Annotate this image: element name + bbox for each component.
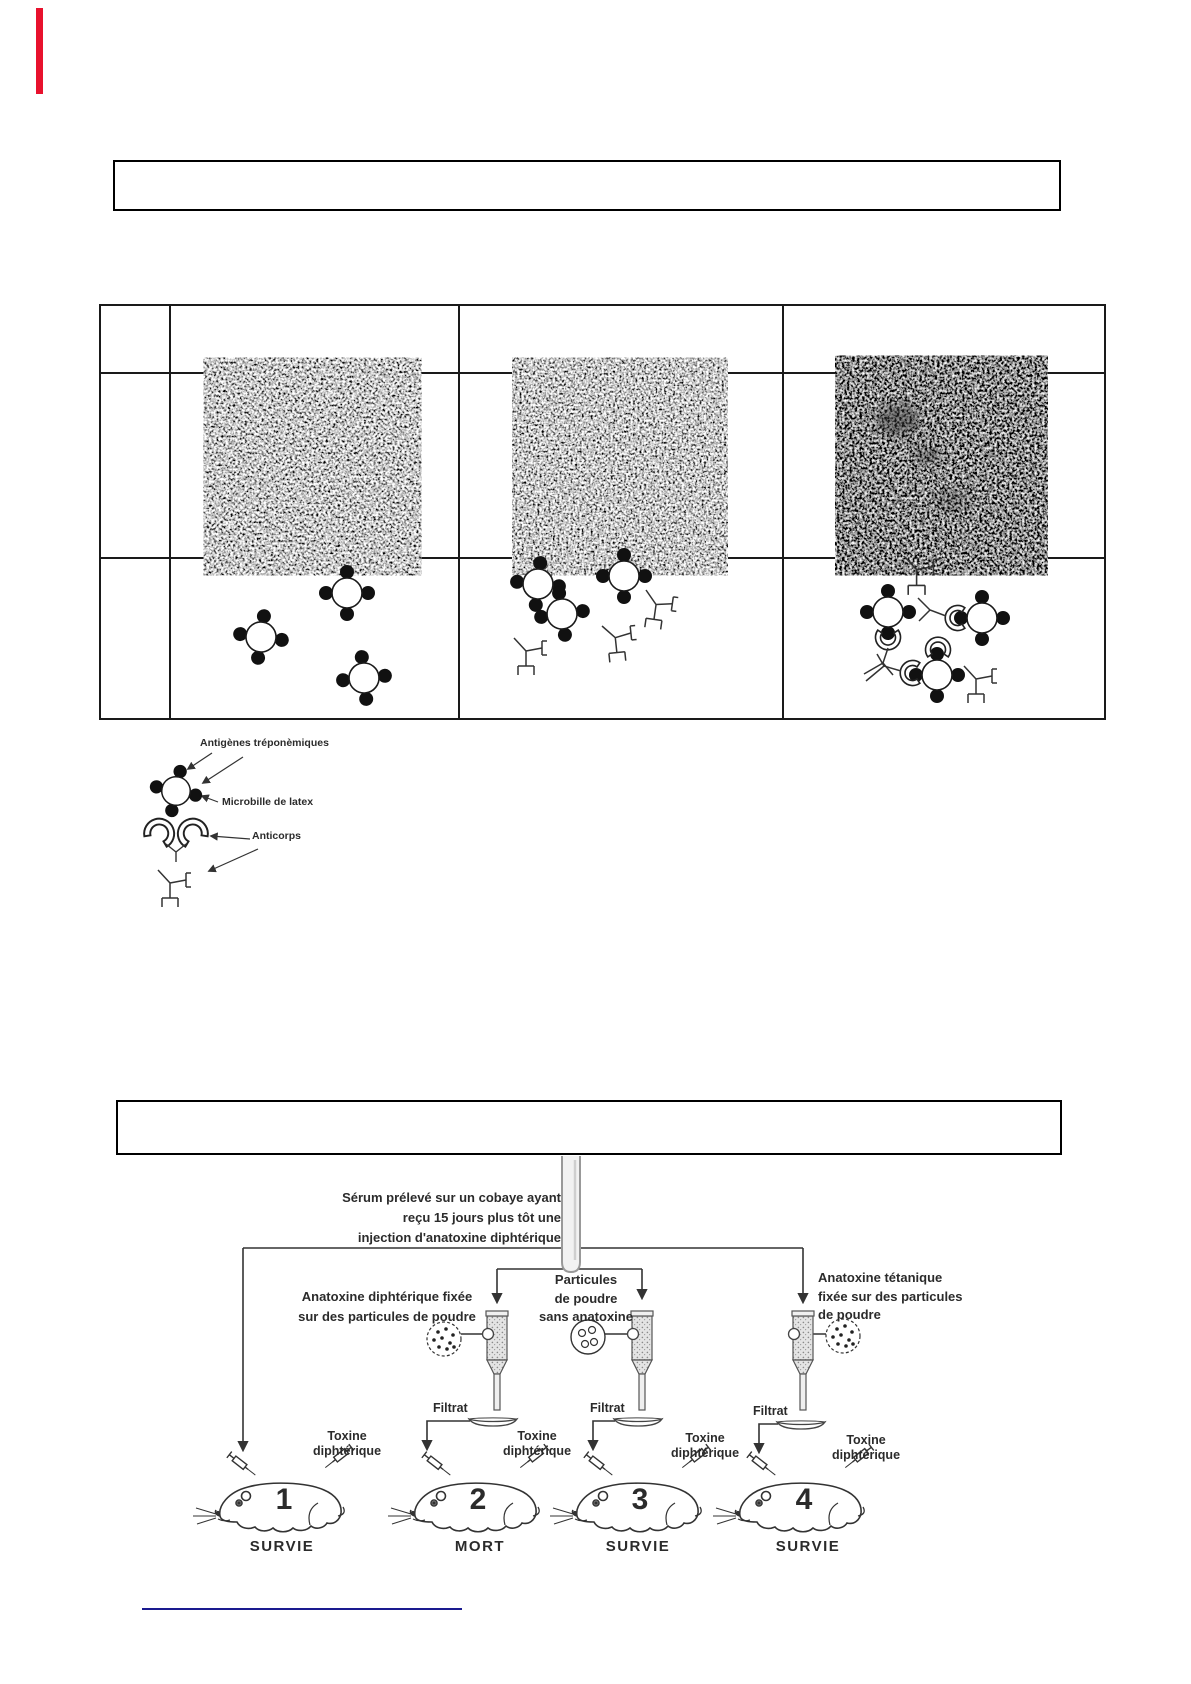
toxin-label-3-line2: diphtérique (670, 1446, 740, 1460)
serum-caption-line1: Sérum prélevé sur un cobaye ayant (342, 1190, 561, 1205)
legend-artwork (142, 753, 258, 907)
label-anatoxin-tetanus-line2: fixée sur des particules (818, 1288, 963, 1304)
footnote-link-underline[interactable] (142, 1608, 462, 1610)
legend-microbead-label: Microbille de latex (222, 796, 314, 808)
serum-caption-line2: reçu 15 jours plus tôt une (402, 1210, 561, 1225)
diagram-agglutination (860, 556, 1010, 703)
toxin-label-2 (494, 1429, 580, 1459)
label-particles-line1: Particules (554, 1272, 618, 1287)
toxin-label-1 (304, 1429, 390, 1459)
toxin-label-4-line2: diphtérique (831, 1448, 901, 1462)
toxin-label-3-line1: Toxine (685, 1431, 725, 1445)
outcome-label-2: MORT (454, 1538, 506, 1555)
guinea-pig-3-number: 3 (631, 1483, 649, 1516)
filtrate-dish-2 (614, 1418, 662, 1426)
label-particles-no-anatoxin (528, 1271, 644, 1327)
label-anatoxin-tetanus-line3: de poudre (818, 1307, 881, 1322)
particles-with-anatoxin-diphtheria (427, 1322, 461, 1356)
legend-antibody-label: Anticorps (252, 830, 302, 842)
toxin-label-3 (662, 1431, 748, 1461)
label-particles-line3: sans anatoxine (539, 1309, 633, 1324)
filtration-column-1 (483, 1311, 509, 1410)
micrograph-image-3 (853, 374, 1030, 557)
filtrate-label-1: Filtrat (433, 1401, 468, 1415)
micrograph-image-2 (530, 376, 710, 557)
filtrate-label-3: Filtrat (753, 1404, 788, 1418)
filtrate-dish-1 (469, 1418, 517, 1426)
label-anatoxin-diphtheria-line1: Anatoxine diphtérique fixée (301, 1289, 473, 1304)
guinea-pig-4-number: 4 (795, 1483, 813, 1516)
label-particles-line2: de poudre (554, 1290, 618, 1306)
legend-antigens-label: Antigènes tréponèmiques (200, 737, 329, 749)
toxin-label-1-line1: Toxine (327, 1429, 367, 1443)
toxin-label-2-line1: Toxine (517, 1429, 557, 1443)
toxin-label-1-line2: diphtérique (312, 1444, 382, 1458)
toxin-label-4-line1: Toxine (846, 1433, 886, 1447)
filtrate-label-2: Filtrat (590, 1401, 625, 1415)
diagram-beads-alone (229, 565, 394, 709)
label-anatoxin-diphtheria-line2: sur des particules de poudre (298, 1309, 476, 1324)
stick-antibody-legend (158, 870, 191, 907)
guinea-pig-2-number: 2 (469, 1483, 487, 1516)
serum-caption-line3: injection d'anatoxine diphtérique (357, 1230, 561, 1245)
latex-bead-legend (144, 759, 207, 822)
toxin-label-4 (823, 1433, 909, 1463)
outcome-label-3: SURVIE (605, 1538, 671, 1555)
filtration-column-3 (789, 1311, 815, 1410)
label-anatoxin-tetanus (818, 1269, 993, 1325)
filtrate-dish-3 (777, 1421, 825, 1429)
micrograph-image-1 (222, 376, 403, 557)
guinea-pig-1-number: 1 (275, 1483, 293, 1516)
curved-antibody-legend (142, 814, 210, 862)
toxin-label-2-line2: diphtérique (502, 1444, 572, 1458)
diagram-beads-and-free-antibodies (507, 548, 678, 675)
label-anatoxin-tetanus-line1: Anatoxine tétanique (818, 1270, 943, 1285)
outcome-label-4: SURVIE (775, 1538, 841, 1555)
test-tube (562, 1156, 580, 1272)
serum-caption (295, 1188, 561, 1248)
label-anatoxin-diphtheria (288, 1287, 486, 1327)
outcome-label-1: SURVIE (249, 1538, 315, 1555)
